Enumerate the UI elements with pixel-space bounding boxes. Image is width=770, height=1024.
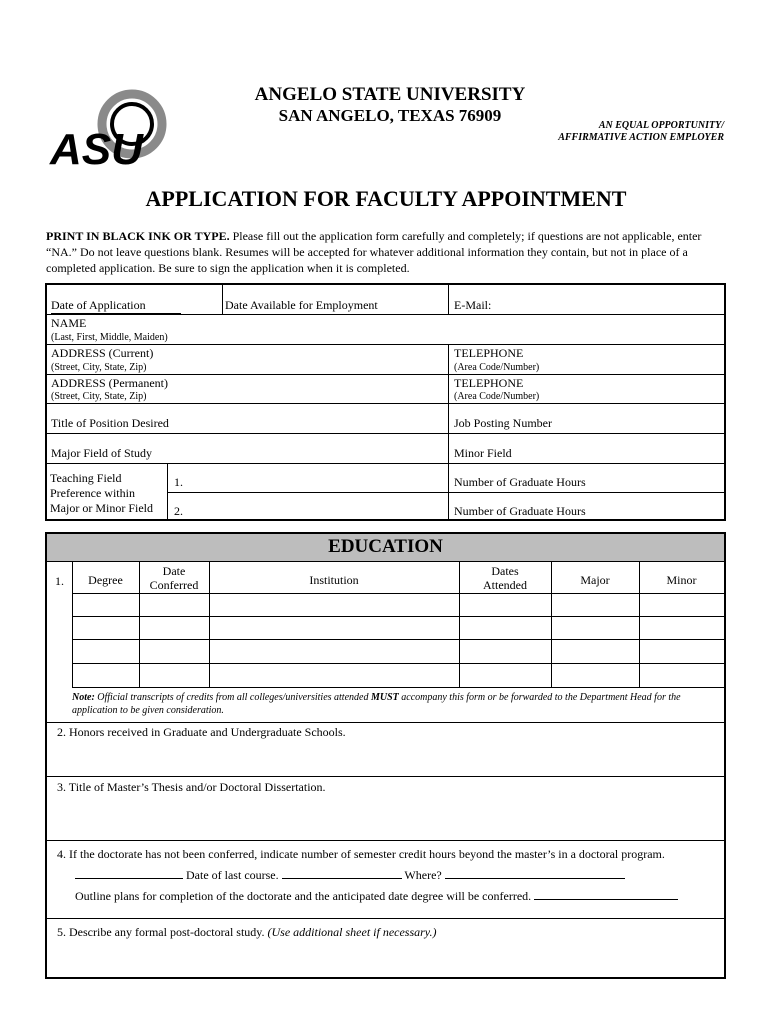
applicant-info-table: [45, 283, 726, 521]
university-address: SAN ANGELO, TEXAS 76909: [278, 106, 502, 125]
education-section: [45, 532, 726, 979]
graduate-hours-1[interactable]: Number of Graduate Hours: [454, 475, 586, 489]
col-institution: Institution: [309, 573, 359, 587]
col-dates-attended: Dates Attended: [483, 564, 527, 592]
col-minor: Minor: [666, 573, 697, 587]
job-posting-field[interactable]: Job Posting Number: [454, 416, 553, 430]
question-doctorate[interactable]: 4. If the doctorate has not been conferred, indicate number of semester credit hours beyond the master’s in a doctoral program.: [57, 847, 665, 861]
logo-text: ASU: [50, 125, 143, 168]
email-field[interactable]: E-Mail:: [454, 298, 492, 312]
name-field[interactable]: NAME: [51, 316, 87, 330]
address-permanent-field[interactable]: ADDRESS (Permanent): [51, 376, 168, 390]
col-major: Major: [580, 573, 610, 587]
graduate-hours-2[interactable]: Number of Graduate Hours: [454, 504, 586, 518]
teaching-field-label: Teaching Field Preference within Major or Minor Field: [50, 471, 153, 515]
minor-field[interactable]: Minor Field: [454, 446, 512, 460]
telephone-current-field[interactable]: TELEPHONE: [454, 346, 524, 360]
education-heading: EDUCATION: [47, 534, 724, 562]
col-degree: Degree: [88, 573, 123, 587]
instructions: PRINT IN BLACK INK OR TYPE. Please fill out the application form carefully and completely; if questions are not applicable, enter “NA.” Do not leave questions blank. Resumes will be accepted for whatever additional information they contain, but not in place of a completed application. Be sure to sign the application when it is completed.: [46, 229, 702, 275]
question-thesis[interactable]: 3. Title of Master’s Thesis and/or Doctoral Dissertation.: [57, 780, 326, 794]
doctorate-hours-line[interactable]: Date of last course. Where?: [75, 867, 625, 883]
university-name: ANGELO STATE UNIVERSITY: [254, 84, 526, 105]
question-honors[interactable]: 2. Honors received in Graduate and Undergraduate Schools.: [57, 725, 346, 739]
telephone-permanent-field[interactable]: TELEPHONE: [454, 376, 524, 390]
name-hint: (Last, First, Middle, Maiden): [51, 332, 168, 343]
doctorate-plans-line[interactable]: Outline plans for completion of the doctorate and the anticipated date degree will be conferred.: [75, 888, 678, 904]
address-current-field[interactable]: ADDRESS (Current): [51, 346, 154, 360]
address-current-hint: (Street, City, State, Zip): [51, 362, 147, 373]
major-field-of-study[interactable]: Major Field of Study: [51, 446, 152, 460]
transcript-note: Note: Official transcripts of credits from all colleges/universities attended MUST accompany this form or be forwarded to the Department Head for the application to be given consideration.: [72, 692, 681, 716]
teaching-preference-2[interactable]: 2.: [174, 504, 183, 518]
col-date-conferred: Date Conferred: [149, 564, 199, 592]
teaching-preference-1[interactable]: 1.: [174, 475, 183, 489]
date-available-field[interactable]: Date Available for Employment: [225, 298, 378, 312]
education-item-number: 1.: [55, 574, 64, 588]
question-postdoctoral[interactable]: 5. Describe any formal post-doctoral study. (Use additional sheet if necessary.): [57, 925, 437, 939]
date-of-application-field[interactable]: Date of Application: [51, 298, 181, 314]
address-permanent-hint: (Street, City, State, Zip): [51, 391, 147, 402]
eeo-statement: AN EQUAL OPPORTUNITY/ AFFIRMATIVE ACTION EMPLOYER: [558, 120, 724, 143]
position-desired-field[interactable]: Title of Position Desired: [51, 416, 169, 430]
education-table: [72, 562, 724, 716]
telephone-permanent-hint: (Area Code/Number): [454, 391, 540, 402]
telephone-current-hint: (Area Code/Number): [454, 362, 540, 373]
form-title: APPLICATION FOR FACULTY APPOINTMENT: [145, 186, 627, 211]
